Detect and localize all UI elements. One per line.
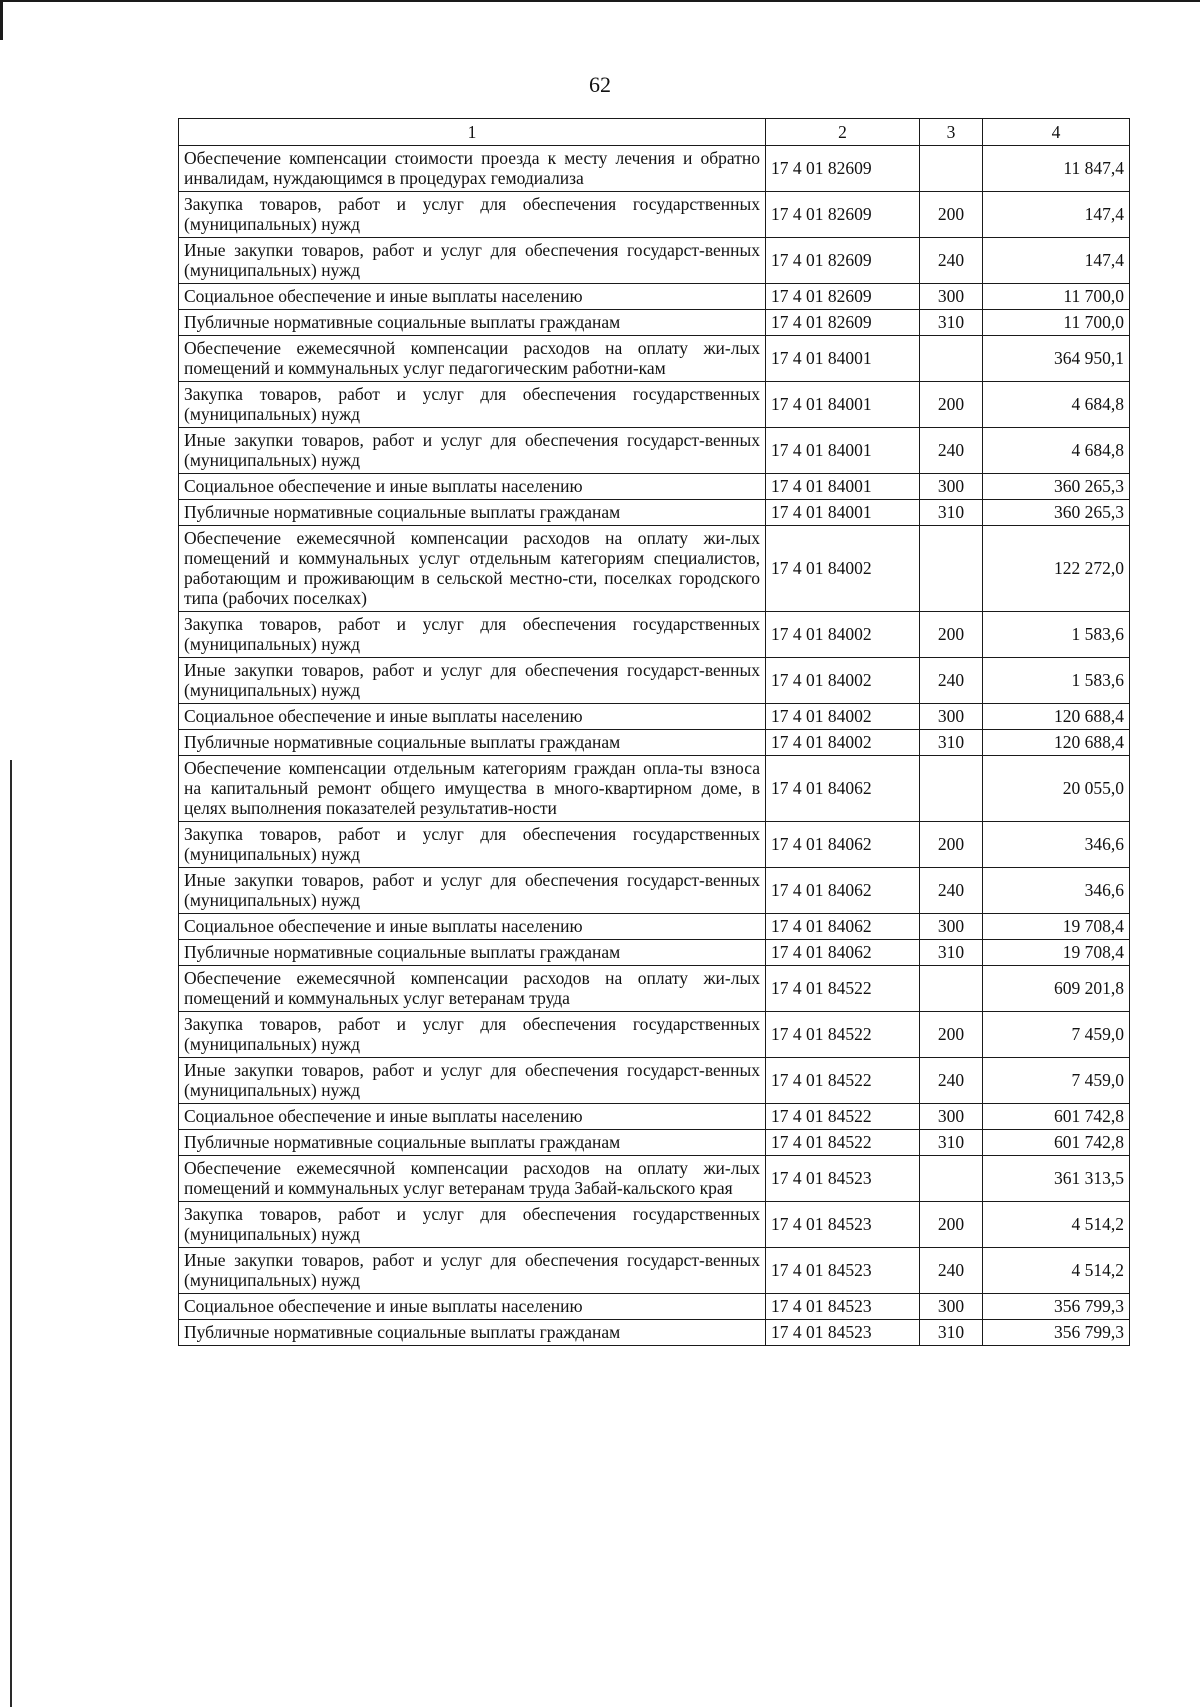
table-row (179, 382, 1130, 428)
row-name: Обеспечение ежемесячной компенсации расходов на оплату жи-лых помещений и коммунальных услуг ветеранам труда (179, 966, 766, 1012)
row-name: Социальное обеспечение и иные выплаты населению (179, 284, 766, 310)
row-code: 17 4 01 84002 (766, 730, 920, 756)
row-name: Социальное обеспечение и иные выплаты населению (179, 1104, 766, 1130)
row-expense-type: 200 (920, 1202, 983, 1248)
row-name: Публичные нормативные социальные выплаты гражданам (179, 1130, 766, 1156)
table-row (179, 704, 1130, 730)
row-name: Публичные нормативные социальные выплаты гражданам (179, 940, 766, 966)
row-name: Социальное обеспечение и иные выплаты населению (179, 704, 766, 730)
row-code: 17 4 01 84001 (766, 474, 920, 500)
row-code: 17 4 01 84062 (766, 868, 920, 914)
row-amount: 7 459,0 (983, 1012, 1130, 1058)
row-name: Иные закупки товаров, работ и услуг для обеспечения государст-венных (муниципальных) нужд (179, 428, 766, 474)
row-expense-type: 200 (920, 822, 983, 868)
row-name: Обеспечение компенсации отдельным категориям граждан опла-ты взноса на капитальный ремонт общего имущества в много-квартирном доме, в целях выполнения показателей результатив-ности (179, 756, 766, 822)
table-row (179, 146, 1130, 192)
row-name: Обеспечение ежемесячной компенсации расходов на оплату жи-лых помещений и коммунальных услуг отдельным категориям специалистов, работающим и проживающим в сельской местно-сти, поселках городского типа (рабочих поселках) (179, 526, 766, 612)
row-amount: 346,6 (983, 868, 1130, 914)
row-code: 17 4 01 84522 (766, 1012, 920, 1058)
row-amount: 120 688,4 (983, 704, 1130, 730)
row-amount: 4 684,8 (983, 428, 1130, 474)
table-row (179, 428, 1130, 474)
row-name: Иные закупки товаров, работ и услуг для обеспечения государст-венных (муниципальных) нужд (179, 238, 766, 284)
row-name: Обеспечение ежемесячной компенсации расходов на оплату жи-лых помещений и коммунальных услуг ветеранам труда Забай-кальского края (179, 1156, 766, 1202)
row-name: Социальное обеспечение и иные выплаты населению (179, 474, 766, 500)
row-code: 17 4 01 84523 (766, 1156, 920, 1202)
row-code: 17 4 01 82609 (766, 238, 920, 284)
row-expense-type: 240 (920, 428, 983, 474)
row-name: Закупка товаров, работ и услуг для обеспечения государственных (муниципальных) нужд (179, 1012, 766, 1058)
row-code: 17 4 01 82609 (766, 310, 920, 336)
row-name: Публичные нормативные социальные выплаты гражданам (179, 500, 766, 526)
header-col-2: 2 (766, 119, 920, 146)
table-row (179, 868, 1130, 914)
row-expense-type (920, 336, 983, 382)
row-code: 17 4 01 84522 (766, 1104, 920, 1130)
table-row (179, 1012, 1130, 1058)
row-amount: 11 700,0 (983, 310, 1130, 336)
table-row (179, 526, 1130, 612)
row-expense-type: 310 (920, 1320, 983, 1346)
row-code: 17 4 01 84523 (766, 1202, 920, 1248)
row-expense-type: 300 (920, 284, 983, 310)
row-code: 17 4 01 84062 (766, 756, 920, 822)
row-amount: 147,4 (983, 238, 1130, 284)
row-code: 17 4 01 84001 (766, 428, 920, 474)
row-name: Публичные нормативные социальные выплаты гражданам (179, 310, 766, 336)
table-header-row (179, 119, 1130, 146)
row-amount: 361 313,5 (983, 1156, 1130, 1202)
row-amount: 356 799,3 (983, 1294, 1130, 1320)
row-amount: 122 272,0 (983, 526, 1130, 612)
table-row (179, 1202, 1130, 1248)
table-row (179, 238, 1130, 284)
row-amount: 356 799,3 (983, 1320, 1130, 1346)
table-row (179, 310, 1130, 336)
row-code: 17 4 01 84062 (766, 914, 920, 940)
row-expense-type: 300 (920, 914, 983, 940)
row-code: 17 4 01 84522 (766, 1058, 920, 1104)
row-name: Закупка товаров, работ и услуг для обеспечения государственных (муниципальных) нужд (179, 382, 766, 428)
scan-edge-left (0, 0, 3, 40)
table-row (179, 1294, 1130, 1320)
row-amount: 1 583,6 (983, 658, 1130, 704)
row-expense-type: 240 (920, 868, 983, 914)
row-amount: 11 847,4 (983, 146, 1130, 192)
row-amount: 147,4 (983, 192, 1130, 238)
scan-edge-top (0, 0, 1200, 2)
row-name: Иные закупки товаров, работ и услуг для обеспечения государст-венных (муниципальных) нужд (179, 868, 766, 914)
table-row (179, 940, 1130, 966)
row-expense-type (920, 966, 983, 1012)
row-amount: 609 201,8 (983, 966, 1130, 1012)
row-amount: 364 950,1 (983, 336, 1130, 382)
row-code: 17 4 01 82609 (766, 192, 920, 238)
row-code: 17 4 01 84001 (766, 336, 920, 382)
row-name: Публичные нормативные социальные выплаты гражданам (179, 730, 766, 756)
row-amount: 7 459,0 (983, 1058, 1130, 1104)
row-code: 17 4 01 84001 (766, 382, 920, 428)
row-expense-type: 240 (920, 238, 983, 284)
row-name: Публичные нормативные социальные выплаты гражданам (179, 1320, 766, 1346)
table-row (179, 192, 1130, 238)
table-row (179, 658, 1130, 704)
row-amount: 120 688,4 (983, 730, 1130, 756)
row-expense-type (920, 1156, 983, 1202)
header-col-3: 3 (920, 119, 983, 146)
table-row (179, 730, 1130, 756)
scan-edge-left-lower (10, 760, 12, 1707)
page-number: 62 (589, 72, 611, 97)
table-row (179, 1320, 1130, 1346)
table-row (179, 914, 1130, 940)
row-code: 17 4 01 84523 (766, 1294, 920, 1320)
row-name: Иные закупки товаров, работ и услуг для обеспечения государст-венных (муниципальных) нужд (179, 1248, 766, 1294)
row-expense-type: 200 (920, 612, 983, 658)
row-expense-type: 200 (920, 382, 983, 428)
row-expense-type: 310 (920, 500, 983, 526)
row-amount: 601 742,8 (983, 1130, 1130, 1156)
row-amount: 19 708,4 (983, 940, 1130, 966)
row-amount: 346,6 (983, 822, 1130, 868)
table-row (179, 966, 1130, 1012)
row-expense-type: 310 (920, 310, 983, 336)
table-row (179, 1156, 1130, 1202)
row-code: 17 4 01 84522 (766, 966, 920, 1012)
row-amount: 4 514,2 (983, 1202, 1130, 1248)
row-expense-type: 300 (920, 474, 983, 500)
row-expense-type (920, 526, 983, 612)
row-code: 17 4 01 84062 (766, 940, 920, 966)
row-expense-type: 310 (920, 730, 983, 756)
row-code: 17 4 01 84002 (766, 704, 920, 730)
row-amount: 601 742,8 (983, 1104, 1130, 1130)
table-row (179, 1058, 1130, 1104)
table-row (179, 500, 1130, 526)
row-expense-type: 200 (920, 192, 983, 238)
header-col-1: 1 (179, 119, 766, 146)
row-amount: 11 700,0 (983, 284, 1130, 310)
row-code: 17 4 01 84002 (766, 612, 920, 658)
table-row (179, 284, 1130, 310)
row-code: 17 4 01 84523 (766, 1320, 920, 1346)
row-name: Обеспечение ежемесячной компенсации расходов на оплату жи-лых помещений и коммунальных услуг педагогическим работни-кам (179, 336, 766, 382)
row-expense-type: 300 (920, 1294, 983, 1320)
row-expense-type: 240 (920, 658, 983, 704)
row-amount: 360 265,3 (983, 500, 1130, 526)
row-code: 17 4 01 82609 (766, 284, 920, 310)
row-name: Закупка товаров, работ и услуг для обеспечения государственных (муниципальных) нужд (179, 192, 766, 238)
row-name: Закупка товаров, работ и услуг для обеспечения государственных (муниципальных) нужд (179, 822, 766, 868)
row-name: Закупка товаров, работ и услуг для обеспечения государственных (муниципальных) нужд (179, 1202, 766, 1248)
row-amount: 19 708,4 (983, 914, 1130, 940)
row-code: 17 4 01 84002 (766, 658, 920, 704)
row-expense-type (920, 756, 983, 822)
row-name: Социальное обеспечение и иные выплаты населению (179, 914, 766, 940)
row-expense-type: 240 (920, 1058, 983, 1104)
row-name: Социальное обеспечение и иные выплаты населению (179, 1294, 766, 1320)
row-code: 17 4 01 84002 (766, 526, 920, 612)
row-expense-type: 300 (920, 704, 983, 730)
row-amount: 4 514,2 (983, 1248, 1130, 1294)
row-name: Обеспечение компенсации стоимости проезда к месту лечения и обратно инвалидам, нуждающимся в процедурах гемодиализа (179, 146, 766, 192)
table-row (179, 1248, 1130, 1294)
row-expense-type: 240 (920, 1248, 983, 1294)
table-row (179, 1104, 1130, 1130)
row-code: 17 4 01 84062 (766, 822, 920, 868)
table-row (179, 756, 1130, 822)
row-code: 17 4 01 84522 (766, 1130, 920, 1156)
row-name: Иные закупки товаров, работ и услуг для обеспечения государст-венных (муниципальных) нужд (179, 1058, 766, 1104)
table-row (179, 612, 1130, 658)
row-amount: 4 684,8 (983, 382, 1130, 428)
row-expense-type: 310 (920, 940, 983, 966)
row-name: Иные закупки товаров, работ и услуг для обеспечения государст-венных (муниципальных) нужд (179, 658, 766, 704)
table-row (179, 822, 1130, 868)
row-code: 17 4 01 84523 (766, 1248, 920, 1294)
budget-table (178, 118, 1130, 1346)
row-amount: 20 055,0 (983, 756, 1130, 822)
row-expense-type: 300 (920, 1104, 983, 1130)
table-row (179, 1130, 1130, 1156)
row-code: 17 4 01 84001 (766, 500, 920, 526)
row-amount: 1 583,6 (983, 612, 1130, 658)
table-body (179, 146, 1130, 1346)
row-expense-type (920, 146, 983, 192)
table-row (179, 336, 1130, 382)
header-col-4: 4 (983, 119, 1130, 146)
row-expense-type: 310 (920, 1130, 983, 1156)
table-row (179, 474, 1130, 500)
row-expense-type: 200 (920, 1012, 983, 1058)
row-amount: 360 265,3 (983, 474, 1130, 500)
row-code: 17 4 01 82609 (766, 146, 920, 192)
row-name: Закупка товаров, работ и услуг для обеспечения государственных (муниципальных) нужд (179, 612, 766, 658)
